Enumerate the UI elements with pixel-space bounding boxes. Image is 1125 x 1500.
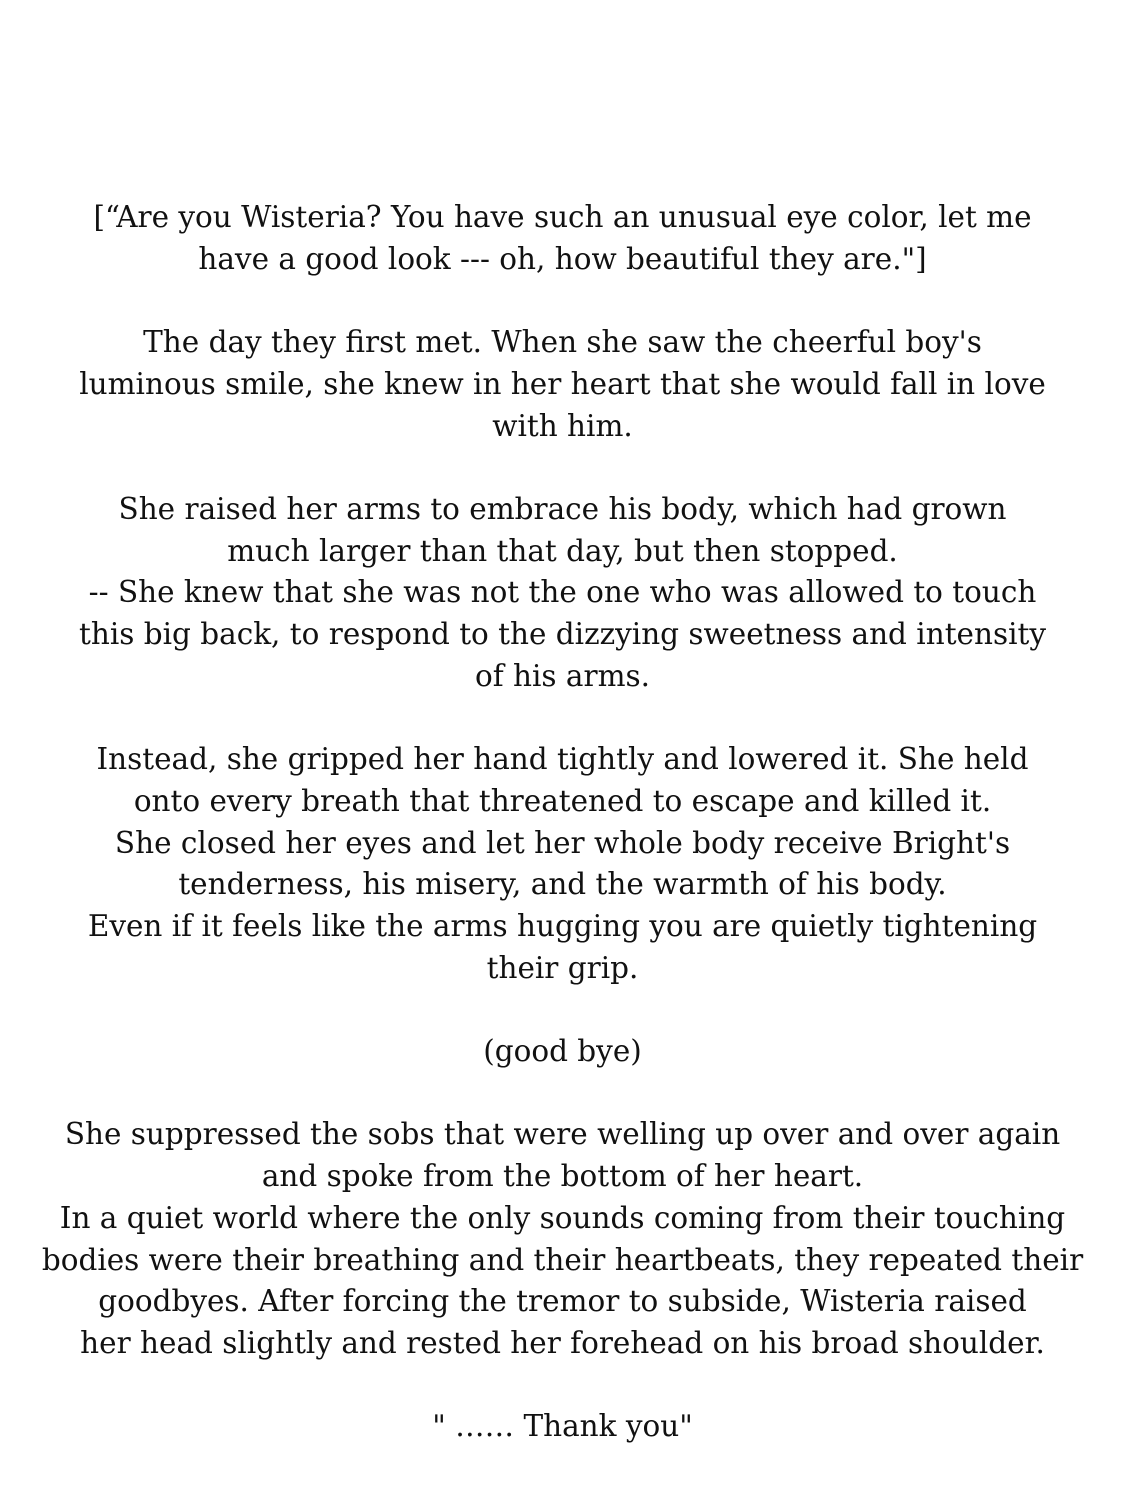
paragraph-embrace — [0, 489, 1125, 698]
text-line: She suppressed the sobs that were welling up over and over again — [64, 1117, 1061, 1152]
paragraph-greeting-quote — [0, 197, 1125, 280]
paragraph-good-bye — [0, 1031, 1125, 1073]
paragraph-gap — [0, 989, 1125, 1031]
text-line: Even if it feels like the arms hugging you are quietly tightening — [87, 908, 1038, 943]
text-line: (good bye) — [483, 1034, 642, 1068]
paragraph-thank-you — [0, 1406, 1125, 1448]
text-line: have a good look --- oh, how beautiful they are."] — [198, 241, 927, 276]
text-line: luminous smile, she knew in her heart that she would fall in love — [79, 366, 1046, 401]
text-line: tenderness, his misery, and the warmth of his body. — [178, 867, 947, 902]
text-line: goodbyes. After forcing the tremor to subside, Wisteria raised — [98, 1284, 1027, 1319]
text-line: their grip. — [486, 950, 639, 985]
paragraph-gap — [0, 1073, 1125, 1115]
text-line: " …… Thank you" — [432, 1409, 693, 1444]
paragraph-sobs — [0, 1114, 1125, 1364]
paragraph-gap — [0, 447, 1125, 489]
text-line: this big back, to respond to the dizzying sweetness and intensity — [79, 617, 1046, 651]
text-line: -- She knew that she was not the one who was allowed to touch — [88, 575, 1037, 610]
text-line: of his arms. — [475, 658, 650, 693]
paragraph-gap — [0, 1365, 1125, 1407]
text-line: much larger than that day, but then stopped. — [227, 533, 898, 568]
text-line: onto every breath that threatened to escape and killed it. — [133, 783, 992, 818]
text-line: and spoke from the bottom of her heart. — [261, 1159, 864, 1194]
text-line: She raised her arms to embrace his body, which had grown — [118, 491, 1007, 526]
text-line: The day they first met. When she saw the cheerful boy's — [143, 325, 982, 360]
paragraph-gap — [0, 697, 1125, 739]
paragraph-first-meeting — [0, 322, 1125, 447]
text-line: with him. — [492, 408, 633, 443]
text-line: She closed her eyes and let her whole body receive Bright's — [114, 825, 1011, 860]
text-line: [“Are you Wisteria? You have such an unusual eye color, let me — [93, 200, 1032, 234]
paragraph-gap — [0, 280, 1125, 322]
paragraph-instead — [0, 739, 1125, 989]
text-line: bodies were their breathing and their heartbeats, they repeated their — [41, 1242, 1084, 1277]
text-line: In a quiet world where the only sounds coming from their touching — [59, 1200, 1066, 1235]
story-text — [0, 197, 1125, 1448]
text-line: her head slightly and rested her forehead on his broad shoulder. — [80, 1325, 1045, 1360]
text-line: Instead, she gripped her hand tightly and lowered it. She held — [96, 742, 1029, 777]
